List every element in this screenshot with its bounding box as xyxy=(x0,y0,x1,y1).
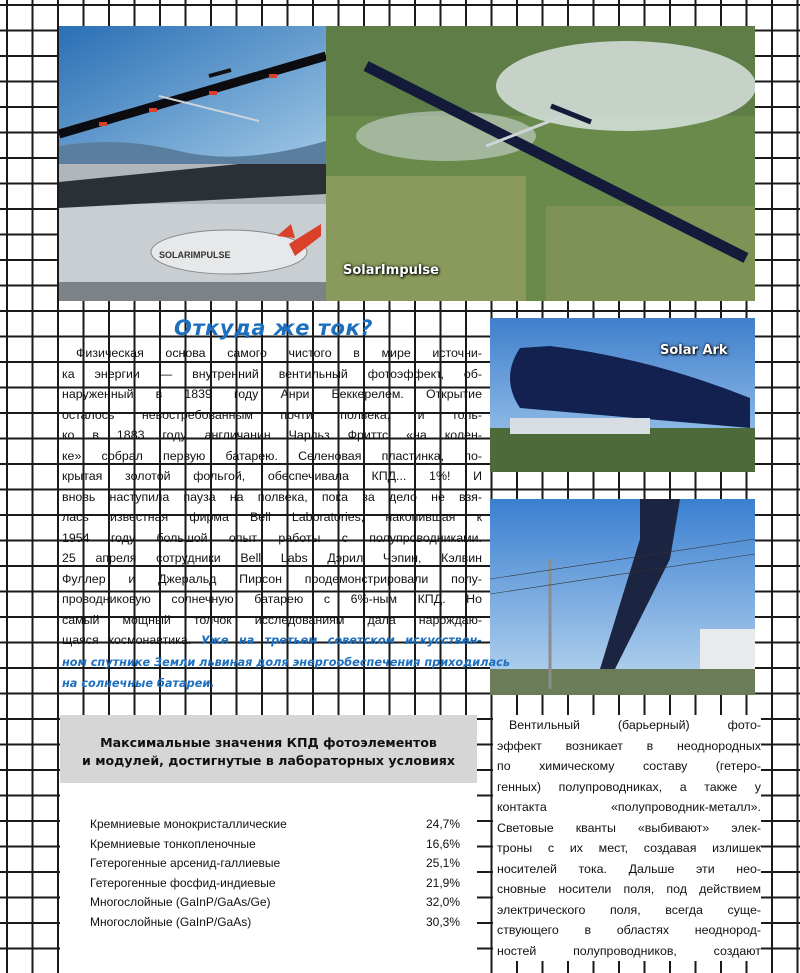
highlight-text: ном спутнике Земли львиная доля энергообеспечения приходилась xyxy=(62,655,510,669)
right-line: сновные носители поля, под действием xyxy=(497,882,761,896)
article-line: ка энергии — внутренний вентильный фотоэффект, об- xyxy=(62,366,482,381)
highlight-text: Уже на третьем советском искусствен- xyxy=(200,634,482,647)
table-title xyxy=(60,715,477,783)
right-line: носителей тока. Дальше эти нео- xyxy=(497,861,761,876)
article-line: проводниковую солнечную батарею с 6%-ным КПД. Но xyxy=(62,592,482,606)
row-value: 24,7% xyxy=(425,817,460,831)
solar-ark-street-photo xyxy=(490,499,755,695)
solar-impulse-aerial-photo xyxy=(326,26,755,301)
solar-impulse-fuselage-photo xyxy=(59,164,326,301)
row-label: Кремниевые монокристаллические xyxy=(90,817,287,831)
article-line: самый мощный толчок исследованиям дала нарождаю- xyxy=(62,612,482,627)
right-line: ностей полупроводников, создают xyxy=(497,943,761,958)
article-line: ке» собрал первую батарею. Селеновая пластинка, по- xyxy=(62,448,482,463)
right-line: контакта «полупроводник-металл». xyxy=(497,800,761,814)
right-line: генных) полупроводниках, а также у xyxy=(497,779,761,794)
row-value: 25,1% xyxy=(425,856,460,870)
article-line xyxy=(62,673,482,695)
row-label: Кремниевые тонкопленочные xyxy=(90,836,256,851)
table-row xyxy=(90,854,460,874)
right-line: электрического поля, всегда суще- xyxy=(497,902,761,917)
row-value: 32,0% xyxy=(425,895,460,909)
right-line: Световые кванты «выбивают» элек- xyxy=(497,820,761,835)
table-title-line: и модулей, достигнутые в лабораторных условиях xyxy=(82,753,455,768)
article-heading: Откуда же ток? xyxy=(174,316,373,340)
table-row xyxy=(90,913,460,933)
solar-impulse-flying-photo xyxy=(59,26,326,164)
article-line: лась известная фирма Bell Laboratories, накопившая к xyxy=(62,510,482,524)
solar-impulse-caption: SolarImpulse xyxy=(343,263,439,278)
article-line xyxy=(62,630,482,652)
article-line: Физическая основа самого чистого в мире источни- xyxy=(76,346,482,360)
article-line-start: щаяся космонавтика. xyxy=(62,633,201,647)
solar-ark-photo xyxy=(490,318,755,472)
table-row xyxy=(90,893,460,913)
row-value: 30,3% xyxy=(425,914,460,929)
table-row xyxy=(90,874,460,894)
article-line: крытая золотой фольгой, обеспечивала КПД... 1%! И xyxy=(62,469,482,483)
right-line: троны с их мест, создавая излишек xyxy=(497,841,761,855)
row-value: 21,9% xyxy=(425,875,460,890)
row-label: Многослойные (GaInP/GaAs) xyxy=(90,914,252,929)
article-line: 25 апреля сотрудники Bell Labs Дэрил Чэпин, Кэлвин xyxy=(62,551,482,565)
article-line: 1954 году большой опыт работы с полупроводниками. xyxy=(62,530,482,545)
row-label: Гетерогенные фосфид-индиевые xyxy=(90,875,276,890)
article-line xyxy=(62,652,510,674)
table-row xyxy=(90,835,460,855)
table-rows xyxy=(90,815,460,932)
highlight-text: на солнечные батареи. xyxy=(62,677,215,690)
right-line: по химическому составу (гетеро- xyxy=(497,759,761,773)
solar-ark-caption: Solar Ark xyxy=(660,343,728,358)
row-label: Многослойные (GaInP/GaAs/Ge) xyxy=(90,895,271,909)
efficiency-table xyxy=(60,715,477,973)
right-line: ствующего в областях неоднород- xyxy=(497,923,761,937)
article-line: осталось невостребованным почти полвека, и толь- xyxy=(62,407,482,422)
table-title-line: Максимальные значения КПД фотоэлементов xyxy=(100,735,437,750)
article-line: вновь наступила пауза на полвека, пока за дело не взя- xyxy=(62,489,482,504)
table-row xyxy=(90,815,460,835)
article-line: Фуллер и Джеральд Пирсон продемонстрировали полу- xyxy=(62,571,482,586)
right-line: эффект возникает в неоднородных xyxy=(497,738,761,753)
row-value: 16,6% xyxy=(425,836,460,851)
right-column-text xyxy=(493,715,761,961)
article-line: наруженный в 1839 году Анри Беккерелем. Открытие xyxy=(62,387,482,401)
right-line: Вентильный (барьерный) фото- xyxy=(509,718,761,732)
article-line: ко в 1883 году англичанин Чарльз Фриттс «на колен- xyxy=(62,428,482,442)
fuselage-lettering: SOLARIMPULSE xyxy=(159,250,231,260)
article-body xyxy=(62,343,510,695)
row-label: Гетерогенные арсенид-галлиевые xyxy=(90,856,281,870)
